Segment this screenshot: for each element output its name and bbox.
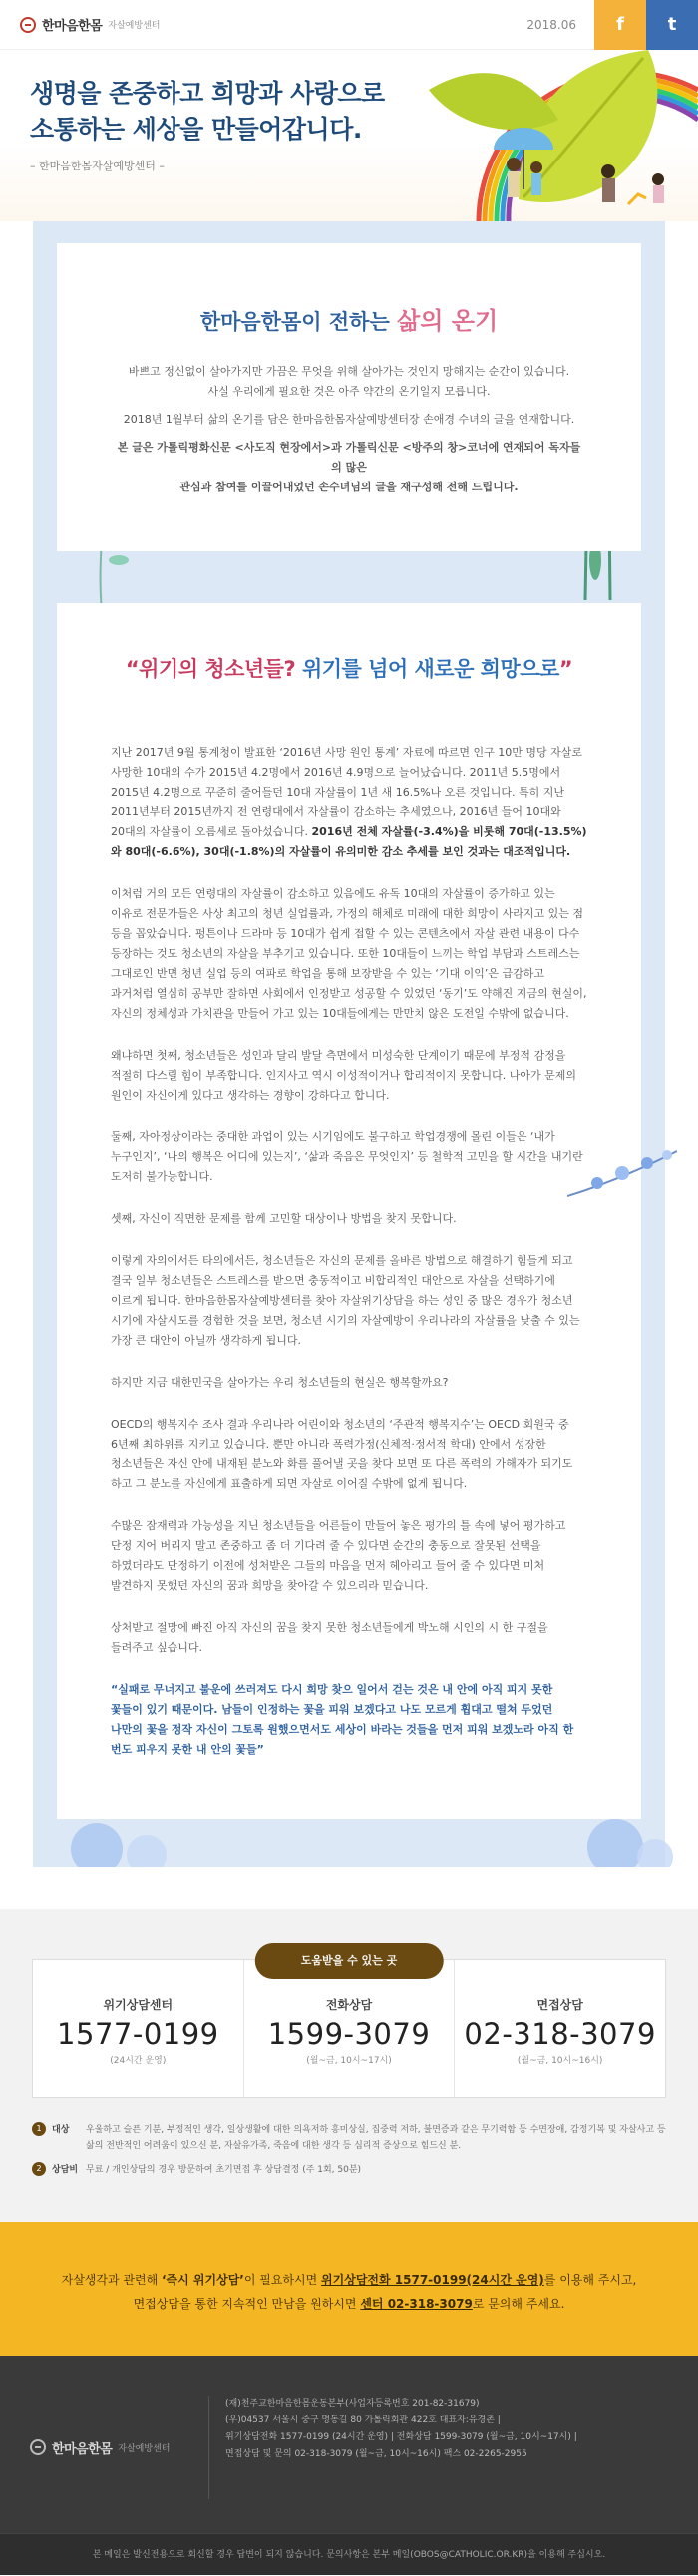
hero-banner [0, 50, 698, 221]
article-title-part1: “위기의 청소년들? [125, 657, 302, 681]
intro-p1-line2: 사실 우리에게 필요한 것은 아주 약간의 온기일지 모릅니다. [207, 385, 491, 398]
intro-card [57, 243, 641, 551]
logo-sub: 자살예방센터 [108, 21, 161, 31]
help-hours: (24시간 운영) [110, 2056, 167, 2066]
note-item [32, 2122, 666, 2154]
intro-p1-line1: 바쁘고 정신없이 살아가지만 가끔은 무엇을 위해 살아가는 것인지 망해지는 순간이 있습니다. [128, 365, 570, 378]
footer-info-line: (재)천주교한마음한몸운동본부(사업자등록번호 201-82-31679) [225, 2399, 480, 2409]
intro-title-pre: 한마음한몸이 전하는 [199, 310, 398, 334]
footer-info-line: (우)04537 서울시 중구 명동길 80 가톨릭회관 422호 대표자:유경촌 | [225, 2415, 501, 2425]
footer-info-line: 위기상담전화 1577-0199 (24시간 운영) | 전화상담 1599-3079 (월~금, 10시~17시) | [225, 2432, 577, 2442]
crisis-phone-link[interactable]: 위기상담전화 1577-0199(24시간 운영) [321, 2273, 544, 2287]
help-hours: (월~금, 10시~17시) [306, 2056, 392, 2066]
intro-p3-line2: 관심과 참여를 이끌어내었던 손수녀님의 글을 재구성해 전해 드립니다. [179, 481, 519, 493]
contact-band [0, 2222, 698, 2356]
note-number-icon: 2 [32, 2162, 46, 2176]
intro-p3-line1: 본 글은 가톨릭평화신문 <사도직 현장에서>과 가톨릭신문 <방주의 창>코너에 연재되어 독자들의 많은 [117, 441, 581, 474]
help-label: 면접상담 [536, 1998, 583, 2012]
article-paragraph: 셋째, 자신이 직면한 문제를 함께 고민할 대상이나 방법을 찾지 못합니다. [111, 1212, 457, 1225]
frame-bottom-flowers [57, 1819, 641, 1867]
article-paragraph: 수많은 잠재력과 가능성을 지닌 청소년들을 어른들이 만들어 놓은 평가의 틀 속에 넣어 평가하고 단정 지어 버리지 말고 존중하고 좀 더 기다려 줄 수 있다면 순간의 충동으로 잘못된 선택을 하였더라도 단정하기 이전에 성처받은 그들의 마음을 먼저 헤아리고 들어 줄 수 있다면 미처 발견하지 못했던 자신의 꿈과 희망을 찾아갈 수 있으리라 믿습니다. [111, 1519, 566, 1592]
intro-title-em: 삶의 온기 [397, 307, 499, 335]
leaf-icon-small [429, 73, 558, 130]
logo-text: 한마음한몸 [42, 19, 103, 34]
facebook-share-button[interactable] [594, 0, 646, 50]
article-title-part3: ” [558, 657, 573, 681]
logo-mark-icon [30, 2439, 46, 2455]
hero-illustration [369, 50, 698, 221]
footer-logo-sub: 자살예방센터 [118, 2443, 171, 2454]
band-text: 를 이용해 주시고, [543, 2273, 637, 2287]
article-paragraph [111, 743, 587, 862]
article-paragraph: 이렇게 자의에서든 타의에서든, 청소년들은 자신의 문제를 올바른 방법으로 해결하기 힘들게 되고 결국 일부 청소년들은 스트레스를 받으면 충동적이고 비합리적인 대안으로 자살을 선택하기에 이르게 됩니다. 한마음한몸자살예방센터를 찾아 자살위기상담을 하는 성인 중 많은 경우가 청소년 시기에 자살시도를 경험한 것을 보면, 청소년 시기의 자살예방이 우리나라의 자살률을 낮출 수 있는 가장 큰 대안이 아닐까 생각하게 됩니다. [111, 1254, 580, 1347]
content-frame [33, 221, 665, 1867]
help-section [0, 1909, 698, 2222]
top-bar [0, 0, 698, 50]
band-text: 면접상담을 통한 지속적인 만남을 원하시면 [133, 2297, 361, 2311]
band-text: 자살생각과 관련해 [61, 2273, 162, 2287]
article-paragraph: 둘째, 자아정상이라는 중대한 과업이 있는 시기임에도 불구하고 학업경쟁에 몰린 이들은 ‘내가 누구인지’, ‘나의 행복은 어디에 있는지’, ‘삶과 죽음은 무엇인지’ 등 철학적 고민을 할 시간을 내기란 도저히 불가능합니다. [111, 1130, 583, 1183]
article-card [57, 603, 641, 1819]
help-number[interactable]: 1577-0199 [57, 2017, 219, 2051]
help-number[interactable]: 1599-3079 [267, 2017, 431, 2051]
article-paragraph: 왜냐하면 첫째, 청소년들은 성인과 달리 발달 측면에서 미성숙한 단계이기 때문에 부정적 감정을 적절히 다스릴 힘이 부족합니다. 인지사고 역시 이성적이거나 합리적이지 못합니다. 나아가 문제의 원인이 자신에게 있다고 생각하는 경향이 강하다고 합니다. [111, 1049, 576, 1102]
help-label: 전화상담 [325, 1998, 373, 2012]
hero-title-line2: 소통하는 세상을 만들어갑니다. [30, 115, 362, 144]
note-key: 상담비 [52, 2165, 79, 2175]
help-box [32, 1959, 666, 2098]
footer-notice: 본 메일은 발신전용으로 회신할 경우 답변이 되지 않습니다. 문의사항은 본부 메일(OBOS@CATHOLIC.OR.KR)을 이용해 주십시오. [0, 2533, 698, 2575]
note-text: 우울하고 슬픈 기분, 부정적인 생각, 일상생활에 대한 의욕저하 흥미상실, 집중력 저하, 불면증과 같은 무기력함 등 수면장애, 감정기복 및 자살사고 등 삶의 전반적인 어려움이 있으신 분, 자살유가족, 죽음에 대한 생각 등 심리적 증상으로 힘드신 분. [86, 2125, 666, 2151]
twitter-icon: t [667, 14, 677, 35]
crisis-center-box[interactable] [33, 1960, 244, 2097]
hero-subtitle: – 한마음한몸자살예방센터 – [30, 160, 165, 172]
twitter-share-button[interactable] [646, 0, 698, 50]
article-p1-bold: 2016년 전체 자살률(-3.4%)을 비롯해 70대(-13.5%)와 80대(-6.6%), 30대(-1.8%)의 자살률이 유의미한 감소 추세를 보인 것과는 대조적입니다. [111, 825, 587, 858]
help-label: 위기상담센터 [103, 1998, 174, 2012]
footer-logo[interactable] [30, 2396, 209, 2499]
hero-title [30, 76, 385, 148]
contact-band-line2 [20, 2292, 678, 2316]
article-paragraph: 하지만 지금 대한민국을 살아가는 우리 청소년들의 현실은 행복할까요? [111, 1376, 449, 1389]
intro-paragraph-2: 2018년 1월부터 삶의 온기를 담은 한마음한몸자살예방센터장 손애경 수녀의 글을 연재합니다. [123, 413, 575, 426]
article-title [111, 653, 587, 683]
note-number-icon: 1 [32, 2122, 46, 2136]
footer-info-line: 면접상담 및 문의 02-318-3079 (월~금, 10시~16시) 팩스 02-2265-2955 [225, 2449, 527, 2459]
hero-title-line1: 생명을 존중하고 희망과 사랑으로 [30, 79, 385, 108]
article-quote: “실패로 무너지고 불운에 쓰러져도 다시 희망 찾으 일어서 걷는 것은 내 안에 아직 피지 못한 꽃들이 있기 때문이다. 남들이 인정하는 꽃을 피워 보겠다고 나도 모르게 휩대고 떨쳐 두었던 나만의 꽃을 정작 자신이 그토록 원했으면서도 세상이 바라는 것들을 먼저 피워 보겠노라 아직 한 번도 피우지 못한 내 안의 꽃들” [111, 1683, 574, 1756]
footer-logo-text: 한마음한몸 [52, 2441, 113, 2457]
band-text: 로 문의해 주세요. [472, 2297, 565, 2311]
footer [0, 2356, 698, 2533]
phone-counsel-box[interactable] [244, 1960, 456, 2097]
footer-info [209, 2396, 668, 2499]
note-item [32, 2162, 666, 2178]
article-paragraph: OECD의 행복지수 조사 결과 우리나라 어린이와 청소년의 ‘주관적 행복지수’는 OECD 회원국 중 6년째 최하위를 지키고 있습니다. 뿐만 아니라 폭력가정(신체적·정서적 학대) 안에서 성장한 청소년들은 자신 안에 내재된 분노와 화를 풀어낼 곳을 찾다 보면 또 다른 폭력의 가해자가 되기도 하고 그 분노를 자신에게 표출하게 되면 자살로 이어질 수밖에 없게 됩니다. [111, 1418, 573, 1490]
help-number[interactable]: 02-318-3079 [464, 2017, 656, 2051]
contact-band-line1 [20, 2268, 678, 2292]
intro-paragraph-3 [117, 438, 581, 497]
help-hours: (월~금, 10시~16시) [517, 2056, 603, 2066]
intro-title [117, 301, 581, 336]
band-bold: ‘즉시 위기상담’ [162, 2273, 244, 2287]
intro-paragraph-1 [117, 362, 581, 402]
center-phone-link[interactable]: 센터 02-318-3079 [360, 2297, 473, 2311]
note-text: 무료 / 개인상담의 경우 방문하여 초기면접 후 상담결정 (주 1회, 50분) [86, 2165, 362, 2175]
help-tab: 도움받을 수 있는 곳 [255, 1943, 444, 1979]
issue-date: 2018.06 [526, 17, 576, 32]
article-paragraph: 이처럼 거의 모든 연령대의 자살률이 감소하고 있음에도 유독 10대의 자살률이 증가하고 있는 이유로 전문가들은 사상 최고의 청년 실업률과, 가정의 해체로 미래에 대한 희망이 사라지고 있는 점 등을 꼽았습니다. 펑튼이나 드라마 등 10대가 쉽게 접할 수 있는 콘텐츠에서 자살 관련 내용이 다수 등장하는 것도 청소년의 자살을 부추기고 있습니다. 또한 10대들이 느끼는 학업 부담과 스트레스는 그대로인 반면 청년 실업 등의 여파로 학업을 통해 보장받을 수 있는 ‘기대 이익’은 급감하고 과거처럼 열심히 공부만 잘하면 사회에서 인정받고 성공할 수 있었던 ‘동기’도 약해진 지금의 현실이, 자신의 정체성과 가치관을 만들어 가고 있는 10대들에게는 만만치 않은 도전일 수밖에 없습니다. [111, 887, 587, 1020]
band-text: 이 필요하시면 [243, 2273, 322, 2287]
header-logo[interactable] [0, 15, 160, 34]
flower-bed-icon [57, 1819, 689, 1867]
help-notes [32, 2122, 666, 2178]
logo-mark-icon [20, 17, 36, 33]
article-p1-text: 지난 2017년 9월 통계청이 발표한 ‘2016년 사망 원인 통계’ 자료에 따르면 인구 10만 명당 자살로 사망한 10대의 수가 2015년 4.2명에서 2016년 4.9명으로 늘어났습니다. 2011년 5.5명에서 2015년 4.2명으로 꾸준히 줄어들던 10대 자살률이 1년 새 16.5%나 오른 것입니다. 특히 지난 2011년부터 2015년까지 전 연령대에서 자살률이 감소하는 추세였으나, 2016년 들어 10대와 20대의 자살률이 오름세로 돌아섰습니다. [111, 746, 582, 838]
header-right [526, 0, 698, 50]
interview-counsel-box[interactable] [455, 1960, 665, 2097]
facebook-icon: f [616, 14, 624, 35]
article-paragraph: 상처받고 절망에 빠진 아직 자신의 꿈을 찾지 못한 청소년들에게 박노해 시인의 시 한 구절을 들려주고 싶습니다. [111, 1621, 548, 1654]
watering-can-icon [628, 194, 646, 204]
note-key: 대상 [52, 2125, 70, 2135]
article-title-part2: 위기를 넘어 새로운 희망으로 [301, 657, 559, 681]
